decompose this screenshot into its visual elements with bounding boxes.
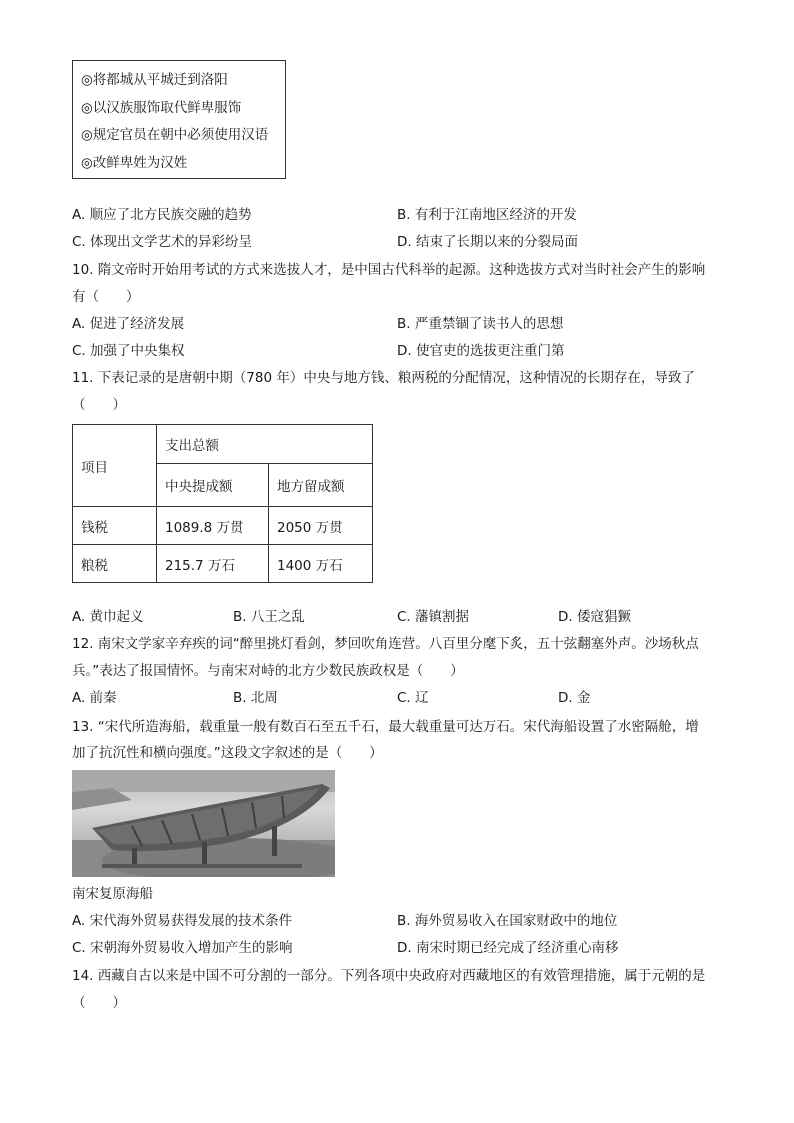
- q10-stem-line1: 10. 隋文帝时开始用考试的方式来选拔人才，是中国古代科举的起源。这种选拔方式对当时社会产生的影响: [72, 262, 706, 278]
- q11-option-d[interactable]: D. 倭寇猖獗: [558, 609, 631, 625]
- table-header-central: 中央提成额: [157, 464, 269, 507]
- box-item: ◎改鲜卑姓为汉姓: [81, 154, 188, 171]
- q10-option-d[interactable]: D. 使官吏的选拔更注重门第: [397, 343, 565, 359]
- photo-caption: 南宋复原海船: [72, 886, 153, 902]
- q12-option-d[interactable]: D. 金: [558, 690, 591, 706]
- box-item: ◎以汉族服饰取代鲜卑服饰: [81, 99, 242, 116]
- reform-measures-box: [72, 60, 286, 179]
- q13-option-c[interactable]: C. 宋朝海外贸易收入增加产生的影响: [72, 940, 293, 956]
- q13-option-d[interactable]: D. 南宋时期已经完成了经济重心南移: [397, 940, 619, 956]
- q13-stem-line2: 加了抗沉性和横向强度。”这段文字叙述的是（ ）: [72, 745, 383, 761]
- q12-option-c[interactable]: C. 辽: [397, 690, 429, 706]
- table-header-local: 地方留成额: [269, 464, 373, 507]
- q11-option-c[interactable]: C. 藩镇割据: [397, 609, 470, 625]
- q12-option-a[interactable]: A. 前秦: [72, 690, 117, 706]
- q11-stem-line2: （ ）: [72, 397, 126, 413]
- q13-stem-line1: 13. “宋代所造海船，载重量一般有数百石至五千石，最大载重量可达万石。宋代海船设置了水密隔舱，增: [72, 719, 699, 735]
- table-cell-central: 215.7 万石: [157, 545, 269, 583]
- table-header-total: 支出总额: [157, 425, 373, 464]
- table-row: [73, 545, 373, 583]
- q9-option-d[interactable]: D. 结束了长期以来的分裂局面: [397, 234, 578, 250]
- table-cell-label: 粮税: [73, 545, 157, 583]
- q11-option-a[interactable]: A. 黄巾起义: [72, 609, 144, 625]
- q13-option-b[interactable]: B. 海外贸易收入在国家财政中的地位: [397, 913, 618, 929]
- table-cell-local: 2050 万贯: [269, 507, 373, 545]
- q10-option-c[interactable]: C. 加强了中央集权: [72, 343, 185, 359]
- q13-option-a[interactable]: A. 宋代海外贸易获得发展的技术条件: [72, 913, 293, 929]
- q12-option-b[interactable]: B. 北周: [233, 690, 278, 706]
- table-header-item: 项目: [73, 425, 157, 507]
- table-cell-local: 1400 万石: [269, 545, 373, 583]
- q12-stem-line1: 12. 南宋文学家辛弃疾的词“醉里挑灯看剑，梦回吹角连营。八百里分麾下炙，五十弦翻塞外声。沙场秋点: [72, 636, 699, 652]
- q11-stem-line1: 11. 下表记录的是唐朝中期（780 年）中央与地方钱、粮两税的分配情况，这种情况的长期存在，导致了: [72, 370, 695, 386]
- q11-option-b[interactable]: B. 八王之乱: [233, 609, 305, 625]
- q9-option-a[interactable]: A. 顺应了北方民族交融的趋势: [72, 207, 252, 223]
- table-cell-central: 1089.8 万贯: [157, 507, 269, 545]
- box-item: ◎将都城从平城迁到洛阳: [81, 72, 228, 88]
- tax-distribution-table: [72, 424, 373, 583]
- q14-stem-line2: （ ）: [72, 995, 126, 1011]
- q10-option-b[interactable]: B. 严重禁锢了读书人的思想: [397, 316, 564, 332]
- q9-option-b[interactable]: B. 有利于江南地区经济的开发: [397, 207, 577, 223]
- box-item: ◎规定官员在朝中必须使用汉语: [81, 127, 269, 143]
- table-row: [73, 507, 373, 545]
- q10-option-a[interactable]: A. 促进了经济发展: [72, 316, 185, 332]
- q12-stem-line2: 兵。”表达了报国情怀。与南宋对峙的北方少数民族政权是（ ）: [72, 663, 464, 679]
- ship-illustration: [72, 770, 335, 877]
- table-cell-label: 钱税: [73, 507, 157, 545]
- restored-ship-photo: [72, 770, 335, 877]
- q14-stem-line1: 14. 西藏自古以来是中国不可分割的一部分。下列各项中央政府对西藏地区的有效管理措施，属于元朝的是: [72, 968, 706, 984]
- q9-option-c[interactable]: C. 体现出文学艺术的异彩纷呈: [72, 234, 253, 250]
- q10-stem-line2: 有（ ）: [72, 289, 140, 305]
